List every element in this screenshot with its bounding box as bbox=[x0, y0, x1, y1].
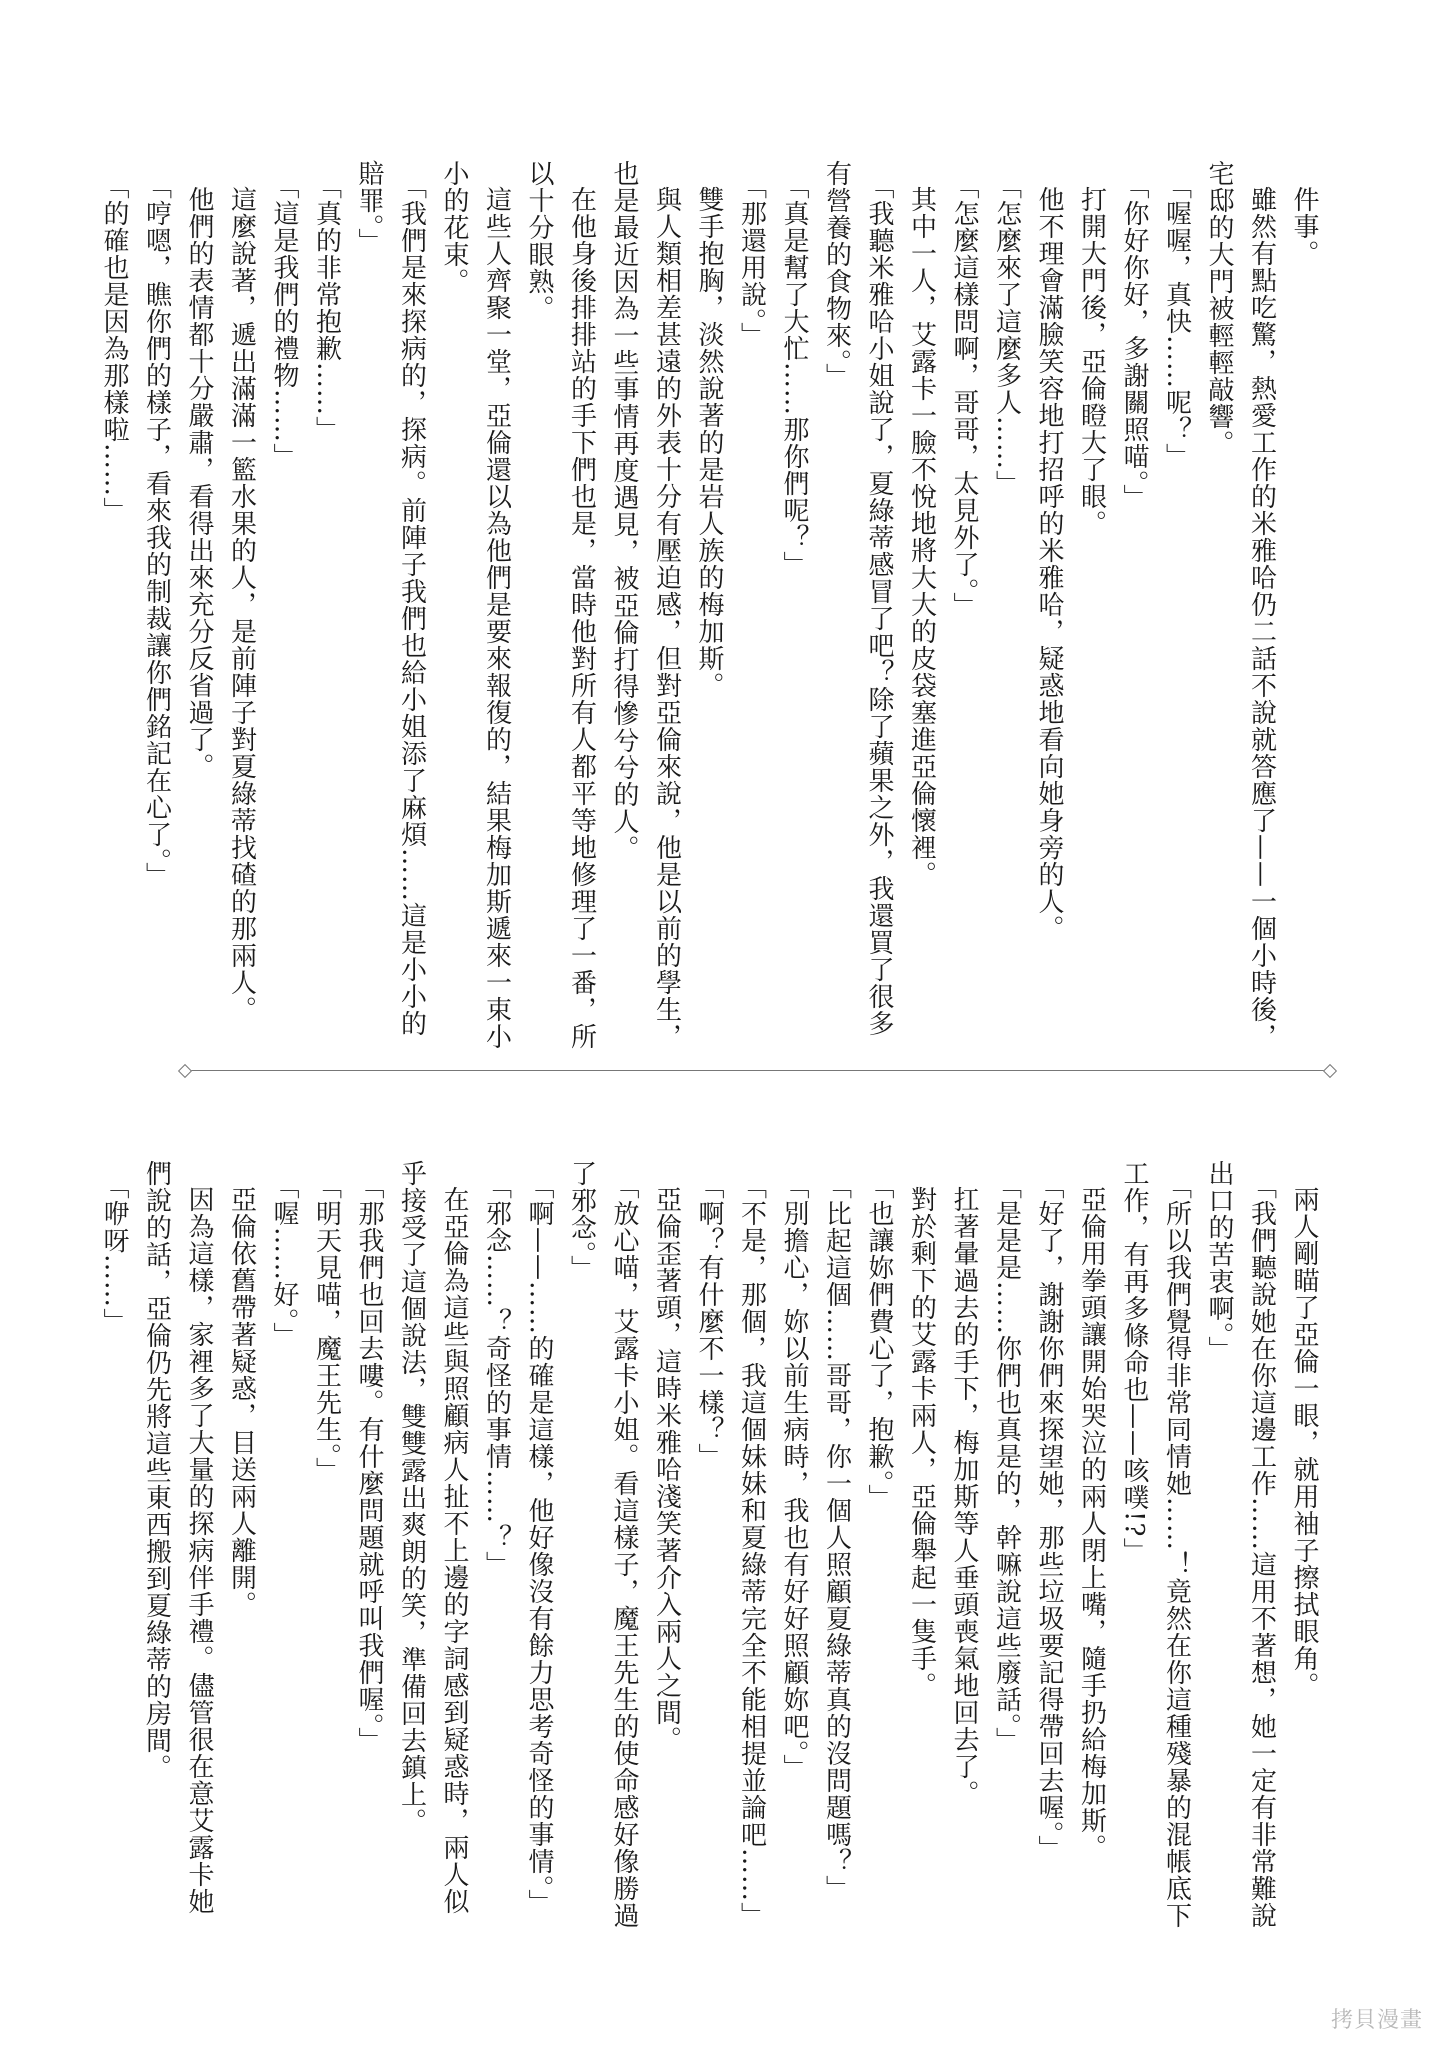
dialogue-line: 「那還用說。」 bbox=[736, 173, 767, 349]
paragraph: 雙手抱胸，淡然說著的是岩人族的梅加斯。 bbox=[694, 186, 724, 699]
dialogue-line: 「我們聽說她在你這邊工作……這用不著想，她一定有非常難說出口的苦衷啊。」 bbox=[1204, 1160, 1277, 1929]
dialogue-line: 「真的非常抱歉……」 bbox=[311, 173, 342, 443]
paragraph: 與人類相差甚遠的外表十分有壓迫感，但對亞倫來說，他是以前的學生，也是最近因為一些事情再度遇見，被亞倫打得慘兮兮的人。 bbox=[609, 160, 682, 1050]
paragraph: 亞倫歪著頭，這時米雅哈淺笑著介入兩人之間。 bbox=[651, 1186, 682, 1753]
dialogue-line: 「喔喔，真快……呢？」 bbox=[1161, 173, 1192, 470]
paragraph: 雖然有點吃驚，熱愛工作的米雅哈仍二話不說就答應了——一個小時後，宅邸的大門被輕輕敲響。 bbox=[1204, 160, 1277, 1050]
paragraph: 其中一人，艾露卡一臉不悅地將大大的皮袋塞進亞倫懷裡。 bbox=[906, 186, 937, 888]
dialogue-line: 「啊？有什麼不一樣？」 bbox=[694, 1173, 724, 1470]
dialogue-line: 「那我們也回去嘍。有什麼問題就呼叫我們喔。」 bbox=[354, 1173, 384, 1754]
section-divider bbox=[180, 1064, 1335, 1078]
dialogue-line: 「比起這個……哥哥，你一個人照顧夏綠蒂真的沒問題嗎？」 bbox=[821, 1173, 852, 1902]
divider-diamond-right bbox=[1323, 1064, 1337, 1078]
dialogue-line: 「喔……好。」 bbox=[269, 1173, 299, 1349]
dialogue-line: 「別擔心，妳以前生病時，我也有好好照顧妳吧。」 bbox=[779, 1173, 809, 1781]
dialogue-line: 「啊——……的確是這樣，他好像沒有餘力思考奇怪的事情。」 bbox=[524, 1173, 554, 1916]
dialogue-line: 「邪念……？奇怪的事情……？」 bbox=[481, 1173, 512, 1578]
paragraph: 件事。 bbox=[1289, 186, 1319, 267]
paragraph: 亞倫依舊帶著疑惑，目送兩人離開。 bbox=[226, 1186, 257, 1618]
divider-diamond-left bbox=[178, 1064, 192, 1078]
divider-line bbox=[190, 1070, 1325, 1071]
dialogue-line: 「不是，那個，我這個妹妹和夏綠蒂完全不能相提並論吧……」 bbox=[736, 1173, 767, 1929]
watermark: 拷貝漫畫 bbox=[1330, 2008, 1423, 2033]
paragraph: 這麼說著，遞出滿滿一籃水果的人，是前陣子對夏綠蒂找碴的那兩人。 bbox=[226, 186, 257, 1023]
dialogue-line: 「是是是……你們也真是的，幹嘛說這些廢話。」 bbox=[991, 1173, 1022, 1754]
dialogue-line: 「你好你好，多謝關照喵。」 bbox=[1119, 173, 1149, 511]
paragraph: 他不理會滿臉笑容地打招呼的米雅哈，疑惑地看向她身旁的人。 bbox=[1034, 186, 1064, 942]
paragraph: 扛著暈過去的手下，梅加斯等人垂頭喪氣地回去了。 bbox=[949, 1186, 979, 1807]
lower-text-block bbox=[93, 1160, 1326, 1940]
dialogue-line: 「咿呀……」 bbox=[99, 1173, 129, 1335]
dialogue-line: 「所以我們覺得非常同情她……！竟然在你這種殘暴的混帳底下工作，有再多條命也——咳噗!?」 bbox=[1119, 1160, 1192, 1929]
paragraph: 這些人齊聚一堂，亞倫還以為他們是要來報復的，結果梅加斯遞來一束小小的花束。 bbox=[439, 160, 512, 1050]
paragraph: 亞倫用拳頭讓開始哭泣的兩人閉上嘴，隨手扔給梅加斯。 bbox=[1076, 1186, 1107, 1861]
dialogue-line: 「我聽米雅哈小姐說了，夏綠蒂感冒了吧？除了蘋果之外，我還買了很多有營養的食物來。」 bbox=[821, 160, 894, 1037]
paragraph: 因為這樣，家裡多了大量的探病伴手禮。儘管很在意艾露卡她們說的話，亞倫仍先將這些東西搬到夏綠蒂的房間。 bbox=[141, 1160, 214, 1915]
paragraph: 在他身後排排站的手下們也是，當時他對所有人都平等地修理了一番，所以十分眼熟。 bbox=[524, 160, 597, 1050]
paragraph: 他們的表情都十分嚴肅，看得出來充分反省過了。 bbox=[184, 186, 214, 780]
dialogue-line: 「我們是來探病的，探病。前陣子我們也給小姐添了麻煩……這是小小的賠罪。」 bbox=[354, 160, 427, 1037]
dialogue-line: 「也讓妳們費心了，抱歉。」 bbox=[864, 1173, 894, 1511]
paragraph: 兩人剛瞄了亞倫一眼，就用袖子擦拭眼角。 bbox=[1289, 1186, 1319, 1699]
dialogue-line: 「明天見喵，魔王先生。」 bbox=[311, 1173, 342, 1484]
paragraph: 對於剩下的艾露卡兩人，亞倫舉起一隻手。 bbox=[906, 1186, 937, 1699]
dialogue-line: 「這是我們的禮物……」 bbox=[269, 173, 299, 470]
dialogue-line: 「的確也是因為那樣啦……」 bbox=[99, 173, 129, 524]
dialogue-line: 「放心喵，艾露卡小姐。看這樣子，魔王先生的使命感好像勝過了邪念。」 bbox=[566, 1160, 639, 1929]
dialogue-line: 「真是幫了大忙……那你們呢？」 bbox=[779, 173, 809, 578]
paragraph: 打開大門後，亞倫瞪大了眼。 bbox=[1076, 186, 1107, 537]
paragraph: 在亞倫為這些與照顧病人扯不上邊的字詞感到疑惑時，兩人似乎接受了這個說法，雙雙露出爽朗的笑，準備回去鎮上。 bbox=[396, 1160, 469, 1915]
dialogue-line: 「好了，謝謝你們來探望她，那些垃圾要記得帶回去喔。」 bbox=[1034, 1173, 1064, 1862]
dialogue-line: 「怎麼來了這麼多人……」 bbox=[991, 173, 1022, 497]
upper-text-block bbox=[93, 160, 1326, 1050]
dialogue-line: 「哼嗯，瞧你們的樣子，看來我的制裁讓你們銘記在心了。」 bbox=[141, 173, 172, 889]
dialogue-line: 「怎麼這樣問啊，哥哥，太見外了。」 bbox=[949, 173, 979, 619]
